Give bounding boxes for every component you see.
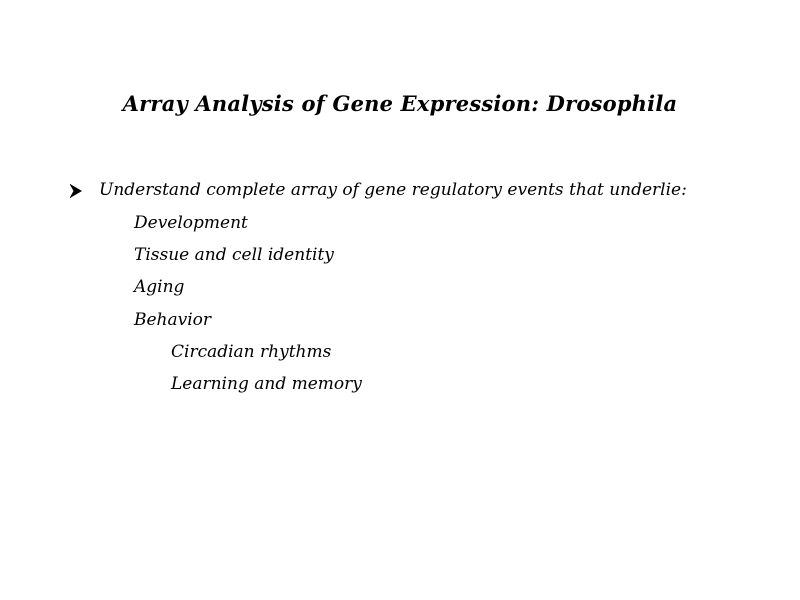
sub-sub-item-learning-memory: Learning and memory: [171, 374, 362, 394]
sub-item-development: Development: [134, 213, 248, 233]
bullet-text: Understand complete array of gene regulatory events that underlie:: [99, 180, 687, 200]
arrow-bullet-icon: [70, 183, 82, 197]
sub-sub-item-circadian-rhythms: Circadian rhythms: [171, 342, 332, 362]
slide-title: Array Analysis of Gene Expression: Drosophila: [122, 91, 678, 116]
sub-item-behavior: Behavior: [134, 310, 212, 330]
sub-item-tissue-cell-identity: Tissue and cell identity: [134, 245, 334, 265]
sub-item-aging: Aging: [134, 277, 185, 297]
bullet-item: [70, 180, 770, 204]
